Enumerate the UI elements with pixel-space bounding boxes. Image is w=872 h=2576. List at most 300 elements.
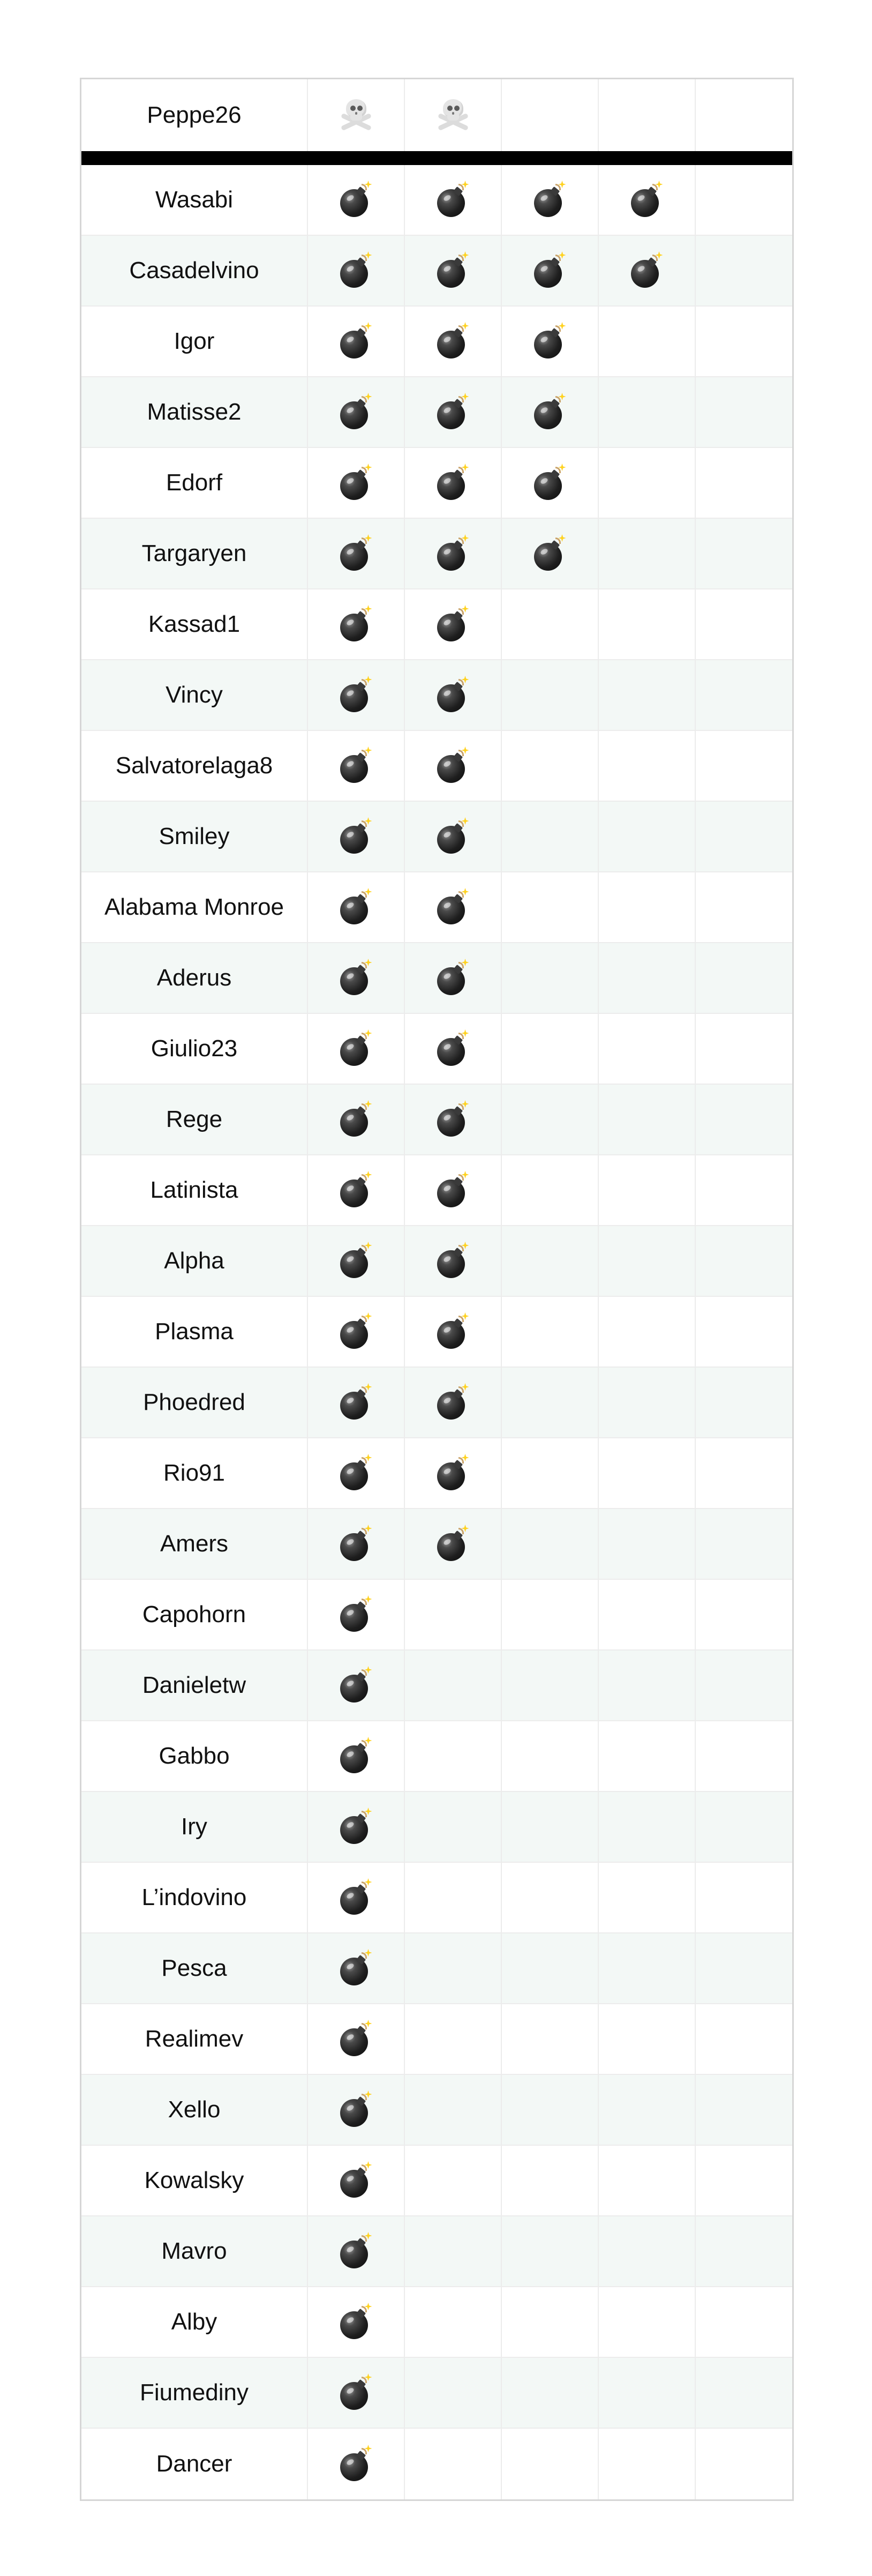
player-name: Vincy: [81, 660, 308, 730]
bomb-cell: [308, 236, 405, 305]
table-row: [81, 1509, 792, 1580]
player-rows: [81, 165, 792, 2499]
empty-cell: [502, 2004, 599, 2074]
bomb-cell: [599, 165, 696, 235]
bomb-cell: [405, 307, 502, 376]
bomb-icon: [339, 183, 373, 217]
bomb-cell: [405, 660, 502, 730]
bomb-icon: [436, 890, 470, 924]
table-row: [81, 2075, 792, 2146]
table-row: [81, 1438, 792, 1509]
bomb-icon: [339, 1951, 373, 1985]
player-name: Smiley: [81, 802, 308, 871]
empty-cell: [696, 1651, 792, 1720]
bomb-cell: [308, 519, 405, 588]
empty-cell: [696, 1933, 792, 2003]
bomb-cell: [405, 802, 502, 871]
bomb-icon: [436, 749, 470, 783]
table-row: [81, 377, 792, 448]
bomb-icon: [339, 1456, 373, 1490]
empty-cell: [502, 2146, 599, 2215]
table-row: [81, 1580, 792, 1651]
bomb-cell: [308, 165, 405, 235]
player-name: Targaryen: [81, 519, 308, 588]
bomb-cell: [308, 2287, 405, 2357]
header-divider: [81, 151, 792, 165]
bomb-cell: [308, 1297, 405, 1367]
empty-cell: [405, 2075, 502, 2145]
bomb-icon: [533, 324, 567, 359]
bomb-cell: [405, 1085, 502, 1154]
empty-cell: [405, 2358, 502, 2428]
empty-cell: [696, 1368, 792, 1437]
empty-cell: [599, 307, 696, 376]
empty-cell: [696, 1721, 792, 1791]
bomb-cell: [308, 2358, 405, 2428]
skull-crossbones-icon: [338, 98, 374, 132]
bomb-cell: [308, 1933, 405, 2003]
bomb-cell: [502, 236, 599, 305]
bomb-icon: [339, 2093, 373, 2127]
bomb-cell: [308, 1226, 405, 1296]
empty-cell: [502, 2358, 599, 2428]
player-name: Amers: [81, 1509, 308, 1579]
bomb-icon: [630, 253, 664, 288]
player-name: Rio91: [81, 1438, 308, 1508]
bomb-icon: [339, 466, 373, 500]
empty-cell: [599, 802, 696, 871]
player-name: Rege: [81, 1085, 308, 1154]
bomb-cell: [308, 307, 405, 376]
bomb-icon: [436, 183, 470, 217]
empty-cell: [405, 2429, 502, 2499]
empty-cell: [696, 2216, 792, 2286]
empty-cell: [696, 165, 792, 235]
empty-cell: [696, 1863, 792, 1932]
empty-cell: [502, 1368, 599, 1437]
bomb-icon: [339, 607, 373, 641]
empty-cell: [599, 872, 696, 942]
header-empty-cell: [696, 79, 792, 151]
player-name: Igor: [81, 307, 308, 376]
empty-cell: [502, 1226, 599, 1296]
bomb-icon: [436, 1527, 470, 1561]
player-name: Alabama Monroe: [81, 872, 308, 942]
empty-cell: [502, 802, 599, 871]
header-empty-cell: [502, 79, 599, 151]
bomb-icon: [339, 395, 373, 429]
bomb-cell: [405, 1014, 502, 1084]
empty-cell: [405, 1792, 502, 1862]
player-name: Alpha: [81, 1226, 308, 1296]
bomb-cell: [502, 448, 599, 518]
bomb-icon: [339, 253, 373, 288]
empty-cell: [599, 1226, 696, 1296]
bomb-icon: [436, 1385, 470, 1420]
empty-cell: [405, 2004, 502, 2074]
bomb-icon: [533, 183, 567, 217]
empty-cell: [502, 589, 599, 659]
player-name: Xello: [81, 2075, 308, 2145]
empty-cell: [599, 1792, 696, 1862]
empty-cell: [405, 1933, 502, 2003]
table-row: [81, 589, 792, 660]
empty-cell: [502, 1721, 599, 1791]
empty-cell: [502, 660, 599, 730]
bomb-cell: [308, 802, 405, 871]
empty-cell: [599, 519, 696, 588]
table-row: [81, 1933, 792, 2004]
bomb-cell: [502, 165, 599, 235]
header-mark-cell: [308, 79, 405, 151]
bomb-icon: [533, 395, 567, 429]
bomb-icon: [533, 466, 567, 500]
player-name: Edorf: [81, 448, 308, 518]
table-row: [81, 165, 792, 236]
bomb-cell: [405, 872, 502, 942]
bomb-cell: [308, 1014, 405, 1084]
bomb-icon: [339, 2163, 373, 2198]
table-row: [81, 802, 792, 872]
empty-cell: [502, 1085, 599, 1154]
table-row: [81, 1651, 792, 1721]
bomb-icon: [339, 1032, 373, 1066]
bomb-icon: [436, 466, 470, 500]
empty-cell: [696, 802, 792, 871]
table-row: [81, 1226, 792, 1297]
table-row: [81, 1155, 792, 1226]
bomb-icon: [436, 819, 470, 854]
bomb-icon: [436, 678, 470, 712]
bomb-icon: [339, 819, 373, 854]
empty-cell: [696, 2287, 792, 2357]
empty-cell: [599, 1368, 696, 1437]
empty-cell: [599, 2075, 696, 2145]
bomb-cell: [502, 377, 599, 447]
bomb-cell: [308, 872, 405, 942]
bomb-cell: [405, 377, 502, 447]
bomb-icon: [339, 1739, 373, 1773]
bomb-cell: [308, 1368, 405, 1437]
table-row: [81, 1721, 792, 1792]
table-row: [81, 1297, 792, 1368]
empty-cell: [502, 1155, 599, 1225]
empty-cell: [405, 2146, 502, 2215]
empty-cell: [502, 943, 599, 1013]
empty-cell: [599, 1651, 696, 1720]
empty-cell: [599, 448, 696, 518]
player-name: Kowalsky: [81, 2146, 308, 2215]
empty-cell: [599, 1297, 696, 1367]
player-name: Realimev: [81, 2004, 308, 2074]
bomb-cell: [308, 2146, 405, 2215]
table-row: [81, 731, 792, 802]
bomb-cell: [308, 2429, 405, 2499]
bomb-icon: [436, 607, 470, 641]
bomb-cell: [599, 236, 696, 305]
bomb-cell: [308, 448, 405, 518]
empty-cell: [502, 1297, 599, 1367]
bomb-cell: [308, 2216, 405, 2286]
bomb-icon: [339, 1244, 373, 1278]
player-name: Casadelvino: [81, 236, 308, 305]
empty-cell: [599, 1155, 696, 1225]
bomb-icon: [339, 536, 373, 571]
empty-cell: [405, 1651, 502, 1720]
player-name: Matisse2: [81, 377, 308, 447]
bomb-icon: [339, 2022, 373, 2056]
header-mark-cell: [405, 79, 502, 151]
table-row: [81, 519, 792, 589]
empty-cell: [502, 2287, 599, 2357]
empty-cell: [502, 1933, 599, 2003]
header-empty-cell: [599, 79, 696, 151]
bomb-icon: [436, 1032, 470, 1066]
skull-crossbones-icon: [435, 98, 471, 132]
bomb-icon: [339, 890, 373, 924]
bomb-icon: [533, 536, 567, 571]
empty-cell: [405, 1580, 502, 1649]
bomb-cell: [308, 731, 405, 801]
bomb-icon: [436, 1102, 470, 1137]
bomb-cell: [308, 2004, 405, 2074]
empty-cell: [599, 1863, 696, 1932]
bomb-icon: [339, 961, 373, 995]
player-name: Dancer: [81, 2429, 308, 2499]
player-name: Alby: [81, 2287, 308, 2357]
empty-cell: [696, 2429, 792, 2499]
empty-cell: [502, 1580, 599, 1649]
empty-cell: [502, 1014, 599, 1084]
bomb-icon: [630, 183, 664, 217]
empty-cell: [696, 236, 792, 305]
bomb-cell: [308, 1580, 405, 1649]
table-row: [81, 1792, 792, 1863]
empty-cell: [599, 2216, 696, 2286]
bomb-cell: [405, 1509, 502, 1579]
table-row: [81, 943, 792, 1014]
table-row: [81, 448, 792, 519]
player-name: Capohorn: [81, 1580, 308, 1649]
bomb-icon: [436, 961, 470, 995]
bomb-cell: [308, 1085, 405, 1154]
player-name: Wasabi: [81, 165, 308, 235]
empty-cell: [502, 2429, 599, 2499]
bomb-icon: [436, 253, 470, 288]
table-row: [81, 2287, 792, 2358]
bomb-icon: [339, 2447, 373, 2481]
bomb-cell: [308, 1721, 405, 1791]
bomb-cell: [308, 660, 405, 730]
bomb-cell: [308, 1792, 405, 1862]
empty-cell: [502, 1792, 599, 1862]
empty-cell: [599, 2004, 696, 2074]
empty-cell: [502, 872, 599, 942]
bomb-icon: [436, 1244, 470, 1278]
header-player-name: Peppe26: [81, 79, 308, 151]
bomb-cell: [405, 1226, 502, 1296]
empty-cell: [696, 1014, 792, 1084]
empty-cell: [502, 2216, 599, 2286]
empty-cell: [599, 377, 696, 447]
player-name: Iry: [81, 1792, 308, 1862]
bomb-icon: [436, 1173, 470, 1207]
table-row: [81, 1014, 792, 1085]
player-name: Pesca: [81, 1933, 308, 2003]
bomb-icon: [339, 1173, 373, 1207]
empty-cell: [599, 1509, 696, 1579]
empty-cell: [502, 731, 599, 801]
empty-cell: [405, 1863, 502, 1932]
empty-cell: [405, 1721, 502, 1791]
table-row: [81, 1085, 792, 1155]
bomb-icon: [339, 2305, 373, 2339]
bomb-cell: [502, 519, 599, 588]
empty-cell: [696, 307, 792, 376]
empty-cell: [696, 660, 792, 730]
player-name: L’indovino: [81, 1863, 308, 1932]
empty-cell: [696, 448, 792, 518]
empty-cell: [696, 377, 792, 447]
bomb-cell: [405, 448, 502, 518]
empty-cell: [599, 1014, 696, 1084]
empty-cell: [502, 1651, 599, 1720]
bomb-cell: [405, 1368, 502, 1437]
bomb-icon: [339, 1315, 373, 1349]
bomb-cell: [308, 589, 405, 659]
bomb-cell: [308, 1438, 405, 1508]
bomb-icon: [339, 1810, 373, 1844]
table-row: [81, 660, 792, 731]
player-name: Plasma: [81, 1297, 308, 1367]
player-name: Giulio23: [81, 1014, 308, 1084]
table-row: [81, 1863, 792, 1933]
empty-cell: [696, 1580, 792, 1649]
bomb-icon: [339, 1597, 373, 1632]
empty-cell: [696, 2075, 792, 2145]
bomb-cell: [308, 943, 405, 1013]
bomb-cell: [405, 589, 502, 659]
bomb-cell: [405, 519, 502, 588]
empty-cell: [599, 1085, 696, 1154]
player-name: Mavro: [81, 2216, 308, 2286]
bomb-cell: [405, 943, 502, 1013]
empty-cell: [696, 1297, 792, 1367]
bomb-cell: [405, 236, 502, 305]
bomb-cell: [405, 1438, 502, 1508]
empty-cell: [599, 1438, 696, 1508]
empty-cell: [696, 2004, 792, 2074]
empty-cell: [599, 589, 696, 659]
empty-cell: [599, 1721, 696, 1791]
table-row: [81, 2358, 792, 2429]
bomb-cell: [405, 1155, 502, 1225]
player-name: Phoedred: [81, 1368, 308, 1437]
empty-cell: [696, 519, 792, 588]
table-row: [81, 2146, 792, 2216]
bomb-cell: [405, 731, 502, 801]
bomb-icon: [339, 749, 373, 783]
empty-cell: [599, 731, 696, 801]
bomb-cell: [405, 1297, 502, 1367]
empty-cell: [599, 1580, 696, 1649]
bomb-icon: [339, 1385, 373, 1420]
bomb-cell: [308, 1509, 405, 1579]
empty-cell: [696, 943, 792, 1013]
table-row: [81, 2216, 792, 2287]
empty-cell: [696, 2358, 792, 2428]
bomb-cell: [308, 2075, 405, 2145]
bomb-cell: [308, 377, 405, 447]
empty-cell: [599, 943, 696, 1013]
empty-cell: [696, 1438, 792, 1508]
bomb-icon: [436, 536, 470, 571]
empty-cell: [502, 1509, 599, 1579]
empty-cell: [502, 2075, 599, 2145]
empty-cell: [502, 1438, 599, 1508]
bomb-icon: [339, 1527, 373, 1561]
bomb-icon: [533, 253, 567, 288]
bomb-icon: [339, 324, 373, 359]
empty-cell: [696, 2146, 792, 2215]
table-row: [81, 1368, 792, 1438]
header-row: [81, 79, 792, 151]
bomb-icon: [436, 1456, 470, 1490]
empty-cell: [599, 2429, 696, 2499]
empty-cell: [696, 1509, 792, 1579]
empty-cell: [599, 660, 696, 730]
empty-cell: [696, 1155, 792, 1225]
bomb-icon: [436, 1315, 470, 1349]
empty-cell: [599, 2146, 696, 2215]
table-row: [81, 872, 792, 943]
empty-cell: [502, 1863, 599, 1932]
player-name: Fiumediny: [81, 2358, 308, 2428]
bomb-cell: [308, 1651, 405, 1720]
table-row: [81, 236, 792, 307]
bomb-icon: [339, 1880, 373, 1915]
bomb-icon: [339, 1668, 373, 1703]
bomb-cell: [308, 1863, 405, 1932]
empty-cell: [405, 2287, 502, 2357]
empty-cell: [405, 2216, 502, 2286]
table-row: [81, 2429, 792, 2499]
empty-cell: [696, 1085, 792, 1154]
bomb-icon: [339, 2234, 373, 2268]
player-name: Aderus: [81, 943, 308, 1013]
empty-cell: [696, 731, 792, 801]
bomb-cell: [308, 1155, 405, 1225]
empty-cell: [696, 1226, 792, 1296]
player-name: Salvatorelaga8: [81, 731, 308, 801]
bomb-icon: [339, 2376, 373, 2410]
scoreboard: [80, 78, 794, 2501]
empty-cell: [599, 1933, 696, 2003]
table-row: [81, 2004, 792, 2075]
empty-cell: [599, 2287, 696, 2357]
bomb-cell: [502, 307, 599, 376]
empty-cell: [696, 872, 792, 942]
player-name: Kassad1: [81, 589, 308, 659]
bomb-icon: [339, 1102, 373, 1137]
player-name: Danieletw: [81, 1651, 308, 1720]
table-row: [81, 307, 792, 377]
bomb-icon: [339, 678, 373, 712]
empty-cell: [599, 2358, 696, 2428]
bomb-icon: [436, 395, 470, 429]
bomb-cell: [405, 165, 502, 235]
bomb-icon: [436, 324, 470, 359]
